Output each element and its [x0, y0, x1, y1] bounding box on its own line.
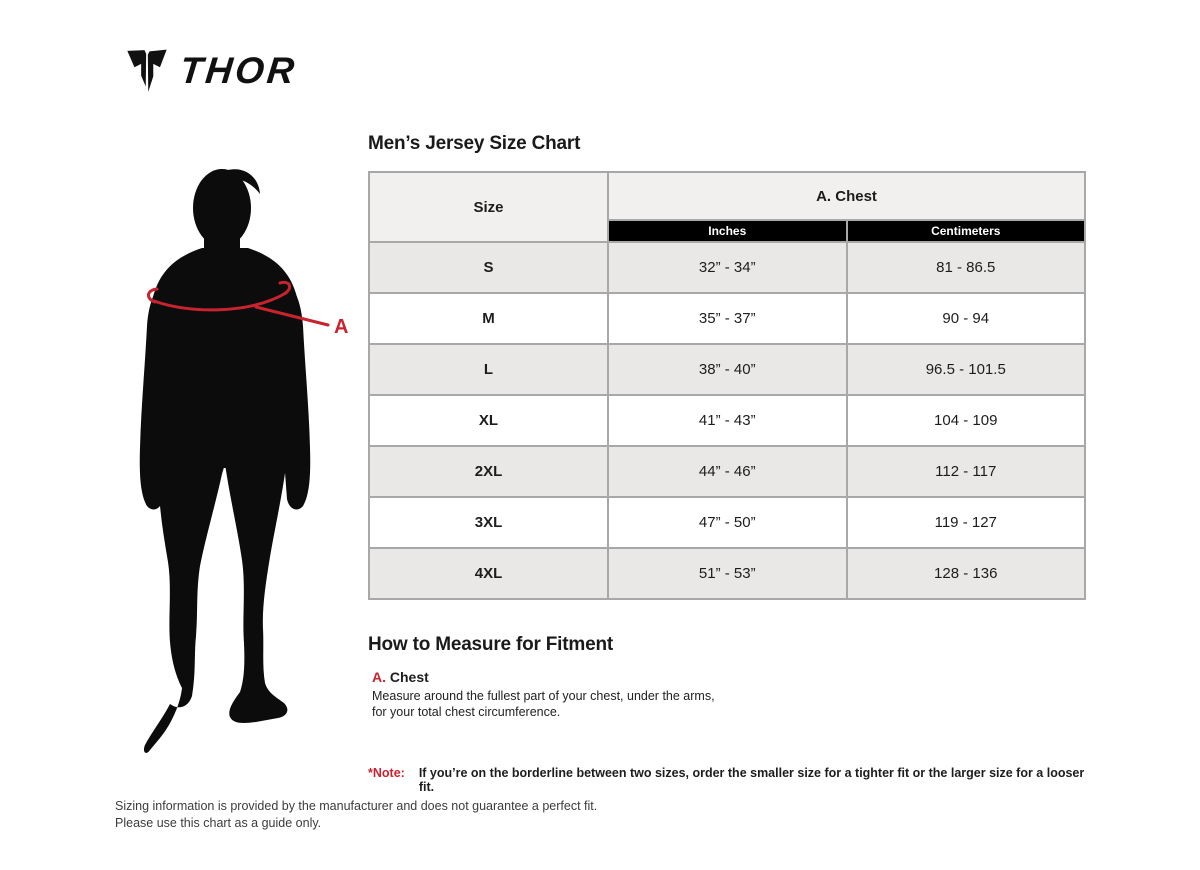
- centimeters-cell: 119 - 127: [847, 497, 1086, 548]
- size-cell: 4XL: [369, 548, 608, 599]
- chest-group-header: A. Chest: [608, 172, 1085, 220]
- inches-cell: 35” - 37”: [608, 293, 847, 344]
- size-cell: 2XL: [369, 446, 608, 497]
- table-row: [369, 446, 1085, 497]
- centimeters-unit-header: Centimeters: [847, 220, 1086, 242]
- size-cell: 3XL: [369, 497, 608, 548]
- thor-warbird-icon: [126, 48, 168, 94]
- table-row: [369, 293, 1085, 344]
- silhouette-right-leg: [225, 464, 287, 723]
- centimeters-cell: 81 - 86.5: [847, 242, 1086, 293]
- inches-cell: 44” - 46”: [608, 446, 847, 497]
- table-row: [369, 548, 1085, 599]
- male-silhouette-graphic: [138, 166, 368, 762]
- table-row: [369, 242, 1085, 293]
- size-column-header: Size: [369, 172, 608, 242]
- inches-cell: 38” - 40”: [608, 344, 847, 395]
- note-label: *Note:: [368, 766, 405, 780]
- size-chart-table: [368, 171, 1086, 600]
- disclaimer-line-2: Please use this chart as a guide only.: [115, 815, 322, 830]
- brand-logo: [126, 48, 300, 94]
- inches-unit-header: Inches: [608, 220, 847, 242]
- measure-item-heading: [372, 669, 752, 685]
- centimeters-cell: 90 - 94: [847, 293, 1086, 344]
- table-row: [369, 344, 1085, 395]
- centimeters-cell: 112 - 117: [847, 446, 1086, 497]
- note-text: If you’re on the borderline between two sizes, order the smaller size for a tighter fit or the larger size for a looser fit.: [418, 766, 1085, 794]
- brand-wordmark: THOR: [177, 50, 300, 91]
- centimeters-cell: 128 - 136: [847, 548, 1086, 599]
- sizing-note: [368, 766, 1086, 794]
- size-cell: L: [369, 344, 608, 395]
- table-row: [369, 395, 1085, 446]
- body-silhouette-figure: [138, 166, 368, 762]
- measure-item-letter: A.: [372, 669, 386, 685]
- size-cell: M: [369, 293, 608, 344]
- measure-item-name: Chest: [389, 669, 429, 685]
- measure-section-title: How to Measure for Fitment: [368, 634, 613, 655]
- disclaimer-line-1: Sizing information is provided by the manufacturer and does not guarantee a perfect fit.: [115, 799, 598, 813]
- inches-cell: 47” - 50”: [608, 497, 847, 548]
- inches-cell: 51” - 53”: [608, 548, 847, 599]
- chest-pointer-label: A: [334, 316, 349, 338]
- inches-cell: 41” - 43”: [608, 395, 847, 446]
- size-chart-title: Men’s Jersey Size Chart: [368, 133, 581, 154]
- inches-cell: 32” - 34”: [608, 242, 847, 293]
- table-header-row: [369, 172, 1085, 220]
- disclaimer-text: [115, 798, 597, 831]
- table-row: [369, 497, 1085, 548]
- size-cell: S: [369, 242, 608, 293]
- size-cell: XL: [369, 395, 608, 446]
- centimeters-cell: 104 - 109: [847, 395, 1086, 446]
- centimeters-cell: 96.5 - 101.5: [847, 344, 1086, 395]
- measure-item-description: Measure around the fullest part of your chest, under the arms, for your total chest circumference.: [372, 689, 715, 719]
- measure-item-chest: [372, 669, 752, 720]
